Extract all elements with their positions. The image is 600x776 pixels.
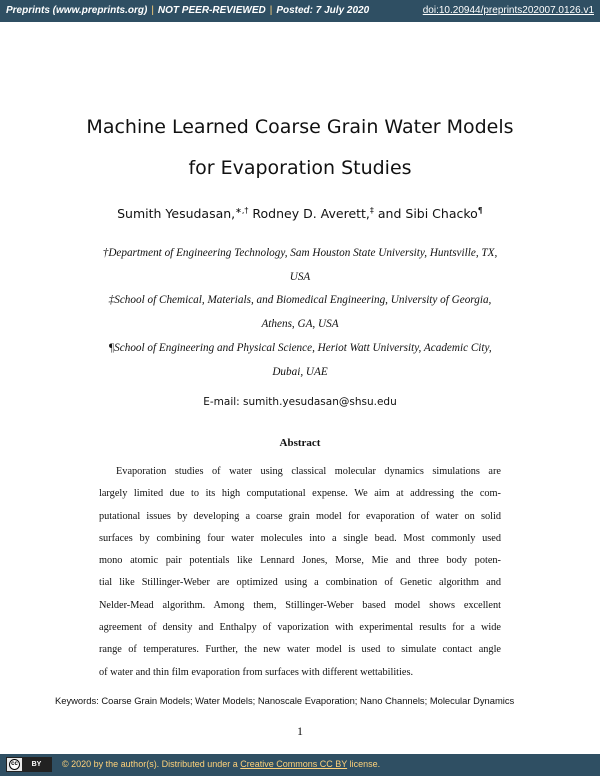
paper-title-line-2: for Evaporation Studies xyxy=(188,157,412,179)
author-name: and Sibi Chacko xyxy=(377,206,478,222)
affiliation-1 xyxy=(70,241,530,289)
page-number: 1 xyxy=(297,724,303,738)
paper-title-line-1: Machine Learned Coarse Grain Water Models xyxy=(86,116,514,138)
header-posted: Posted: 7 July 2020 xyxy=(276,5,370,16)
author-mark: ‡ xyxy=(369,206,374,215)
header-source[interactable]: Preprints (www.preprints.org) xyxy=(6,5,148,16)
abstract-line: Nelder-Mead algorithm. Among them, Stillinger-Weber based model shows excellent xyxy=(99,599,501,611)
license-suffix: license. xyxy=(347,759,381,769)
header-status: NOT PEER-REVIEWED xyxy=(157,5,266,16)
affiliation-line: Athens, GA, USA xyxy=(261,318,339,330)
abstract-line: mono atomic pair potentials like Lennard Jones, Morse, Mie and three body poten- xyxy=(99,555,501,567)
abstract-line: surfaces by combining four water molecules into a single bead. Most commonly used xyxy=(99,532,501,544)
abstract-line: range of temperatures. Further, the new water model is used to simulate contact angle xyxy=(99,644,501,656)
keywords: Keywords: Coarse Grain Models; Water Models; Nanoscale Evaporation; Nano Channels; Molecular Dynamics xyxy=(55,695,515,706)
affiliation-3 xyxy=(70,336,530,384)
cc-logo-icon: cc xyxy=(9,759,20,770)
header-info xyxy=(6,5,369,16)
corresponding-email[interactable]: E-mail: sumith.yesudasan@shsu.edu xyxy=(203,396,397,408)
abstract-body xyxy=(99,461,501,684)
author-name: Sumith Yesudasan, xyxy=(117,206,236,222)
author-mark: ∗,† xyxy=(235,206,249,215)
abstract-heading: Abstract xyxy=(279,437,321,449)
license-footer xyxy=(0,754,600,776)
by-label: BY xyxy=(22,758,51,771)
license-link[interactable]: Creative Commons CC BY xyxy=(240,759,348,769)
abstract-line: tial like Stillinger-Weber are optimized using a combination of Genetic algorithm and xyxy=(99,577,501,589)
abstract-line: of water and thin film evaporation from surfaces with different wettabilities. xyxy=(99,666,414,678)
abstract-line: agreement of density and Enthalpy of vaporization with experimental results for a wide xyxy=(99,622,501,634)
doi-link[interactable]: doi:10.20944/preprints202007.0126.v1 xyxy=(422,5,594,16)
abstract-line: putational issues by developing a coarse grain model for evaporation of water on solid xyxy=(99,510,501,522)
affiliation-2 xyxy=(70,288,530,336)
author-list xyxy=(0,206,600,221)
affiliation-line: Dubai, UAE xyxy=(272,366,328,378)
abstract-line: largely limited due to its high computational expense. We aim at addressing the com- xyxy=(99,488,501,500)
header-separator: | xyxy=(269,5,273,16)
header-separator: | xyxy=(151,5,154,16)
author-name: Rodney D. Averett, xyxy=(252,206,370,222)
license-text xyxy=(62,759,380,769)
cc-by-badge[interactable] xyxy=(6,757,52,772)
license-prefix: © 2020 by the author(s). Distributed under a xyxy=(62,759,241,769)
abstract-line: Evaporation studies of water using classical molecular dynamics simulations are xyxy=(116,466,501,477)
affiliation-line: USA xyxy=(289,271,311,283)
affiliation-line: †Department of Engineering Technology, Sam Houston State University, Huntsville, TX, xyxy=(102,247,498,259)
author-mark: ¶ xyxy=(477,206,483,215)
affiliation-line: ‡School of Chemical, Materials, and Biomedical Engineering, University of Georgia, xyxy=(108,294,492,306)
affiliation-line: ¶School of Engineering and Physical Science, Heriot Watt University, Academic City, xyxy=(108,342,492,354)
preprint-header-bar xyxy=(0,0,600,22)
